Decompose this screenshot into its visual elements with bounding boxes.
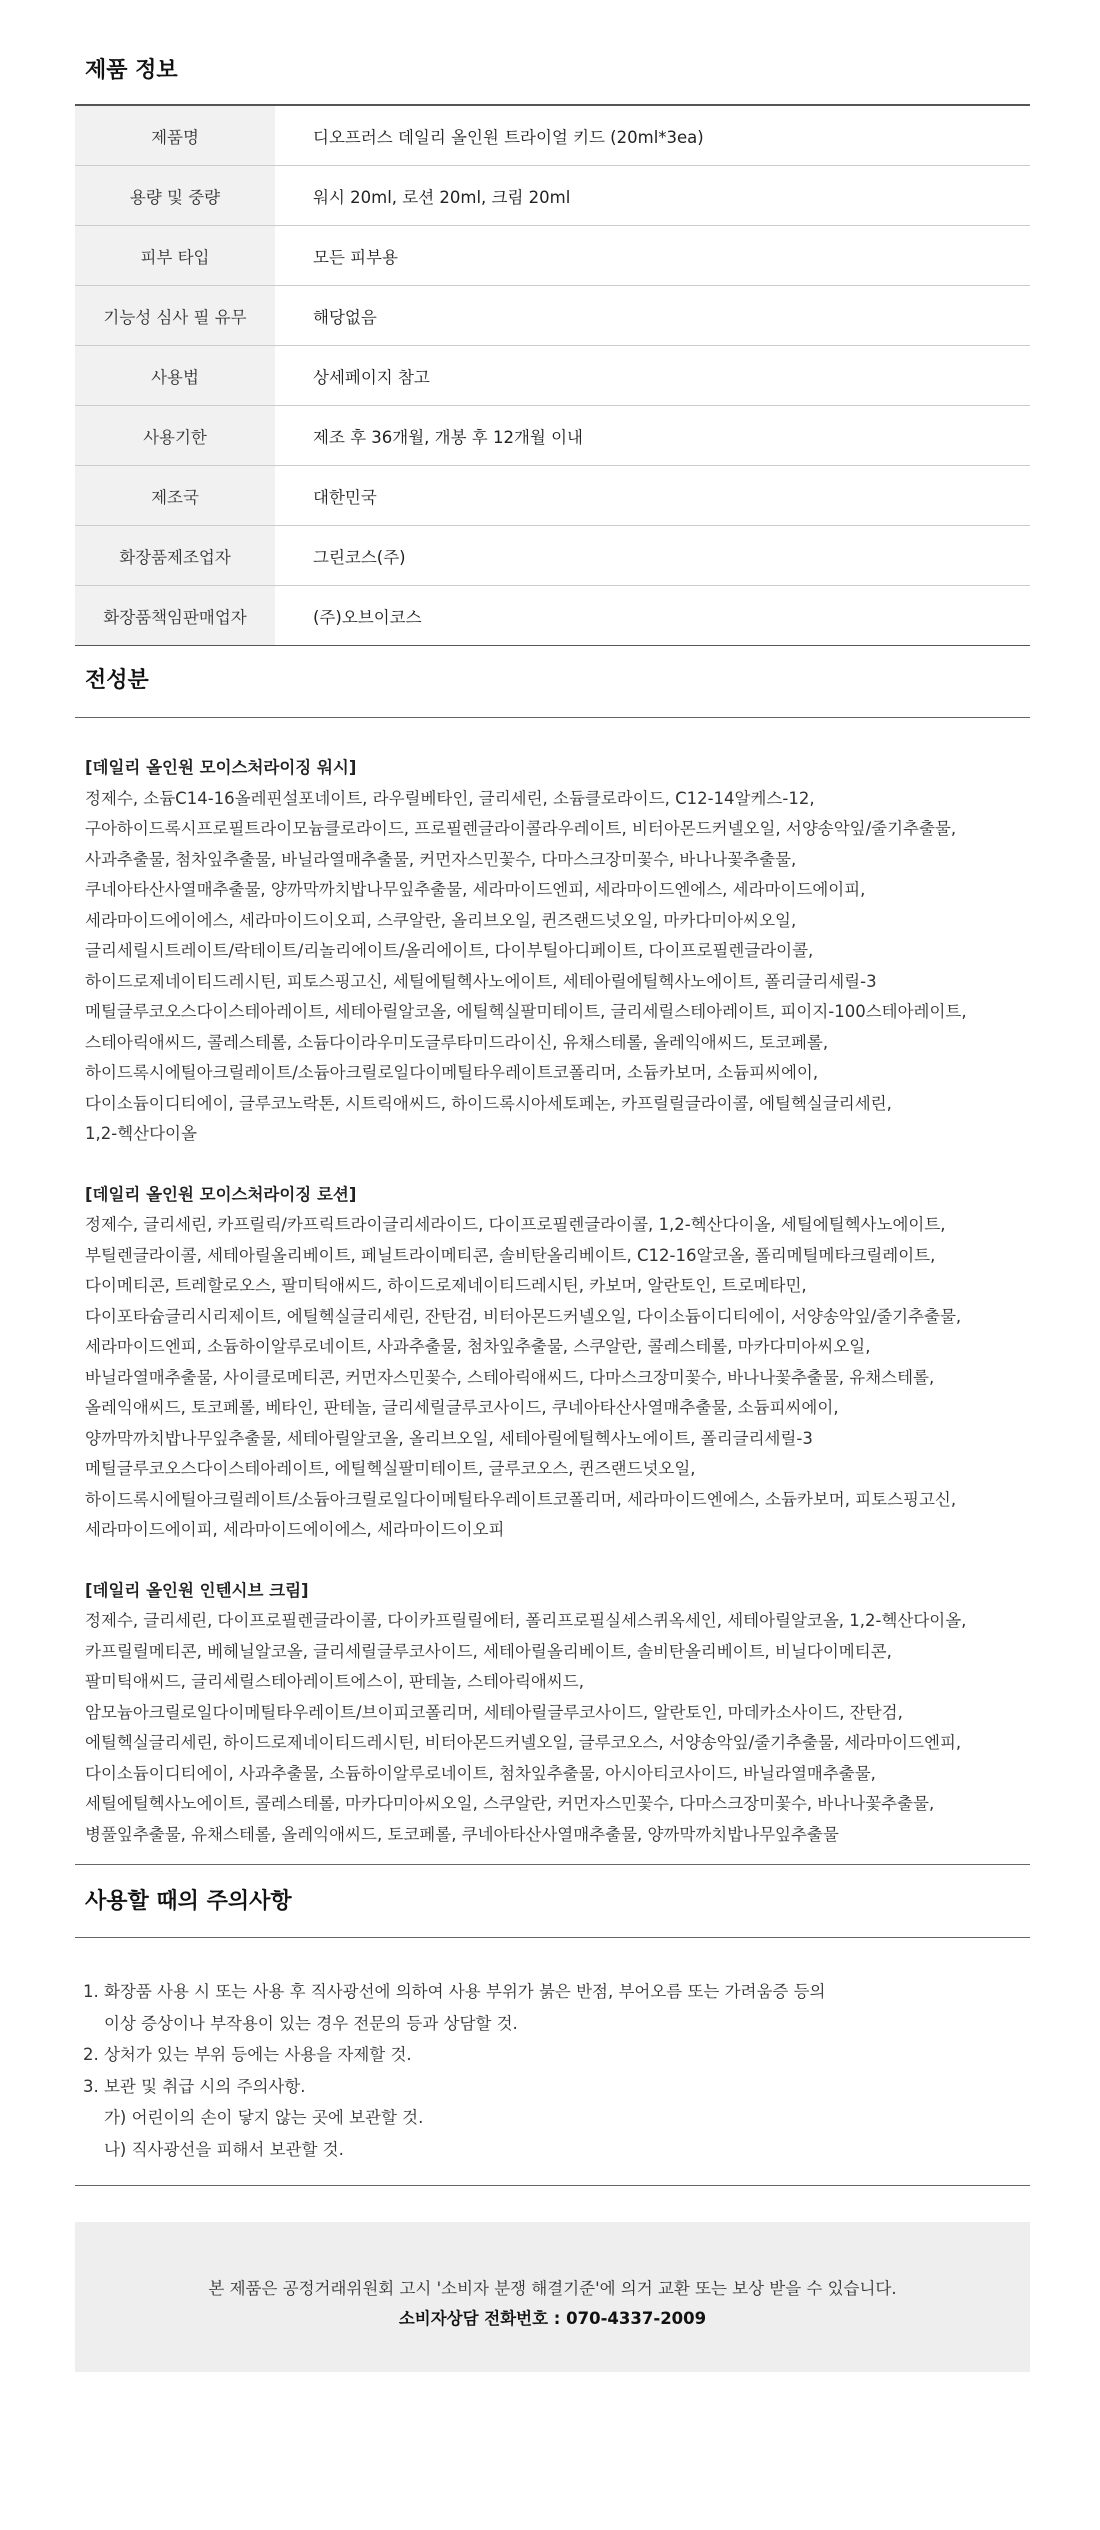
ingredients-list (85, 753, 1030, 1880)
row-label: 피부 타입 (75, 226, 275, 286)
ingredient-text: 정제수, 글리세린, 다이프로필렌글라이콜, 다이카프릴릴에터, 폴리프로필실세스퀴옥세인, 세테아릴알코올, 1,2-헥산다이올, 카프릴릴메티콘, 베헤닐알코올, 글리세릴글루코사이드, 세테아릴올리베이트, 솔비탄올리베이트, 비닐다이메티콘, 팔미틱애씨드, 글리세릴스테아레이트에스이, 판테놀, 스테아릭애씨드, 암모늄아크릴로일다이메틸타우레이트/브이피코폴리머, 세테아릴글루코사이드, 알란토인, 마데카소사이드, 잔탄검, 에틸헥실글리세린, 하이드로제네이티드레시틴, 비터아몬드커넬오일, 글루코오스, 서양송악잎/줄기추출물, 세라마이드엔피, 다이소듐이디티에이, 사과추출물, 소듐하이알루로네이트, 첨차잎추출물, 아시아티코사이드, 바닐라열매추출물, 세틸에틸헥사노에이트, 콜레스테롤, 마카다미아씨오일, 스쿠알란, 커먼자스민꽃수, 다마스크장미꽃수, 바나나꽃추출물, 병풀잎추출물, 유채스테롤, 올레익애씨드, 토코페롤, 쿠네아타산사열매추출물, 양까막까치밥나무잎추출물 (85, 1611, 967, 1844)
row-value: 워시 20ml, 로션 20ml, 크림 20ml (275, 166, 1030, 226)
notice-box (75, 2222, 1030, 2372)
caution-line: 이상 증상이나 부작용이 있는 경우 전문의 등과 상담할 것. (83, 2013, 518, 2033)
caution-line: 3. 보관 및 취급 시의 주의사항. (83, 2076, 306, 2096)
divider (75, 2185, 1030, 2186)
table-row (75, 286, 1030, 346)
cautions-title: 사용할 때의 주의사항 (85, 1889, 292, 1914)
caution-line: 1. 화장품 사용 시 또는 사용 후 직사광선에 의하여 사용 부위가 붉은 반점, 부어오름 또는 가려움증 등의 (83, 1982, 826, 2001)
ingredient-heading: [데일리 올인원 모이스처라이징 로션] (85, 1184, 357, 1204)
row-value: 디오프러스 데일리 올인원 트라이얼 키드 (20ml*3ea) (275, 105, 1030, 166)
divider (75, 1937, 1030, 1938)
row-label: 사용기한 (75, 406, 275, 466)
ingredient-heading: [데일리 올인원 인텐시브 크림] (85, 1580, 309, 1600)
ingredient-heading: [데일리 올인원 모이스처라이징 워시] (85, 758, 357, 777)
row-value: 상세페이지 참고 (275, 346, 1030, 406)
row-value: 그린코스(주) (275, 526, 1030, 586)
divider (75, 1864, 1030, 1865)
row-value: 해당없음 (275, 286, 1030, 346)
row-label: 화장품책임판매업자 (75, 586, 275, 646)
table-row (75, 166, 1030, 226)
table-row (75, 105, 1030, 166)
row-label: 용량 및 중량 (75, 166, 275, 226)
table-row (75, 406, 1030, 466)
ingredient-block-cream (85, 1576, 1030, 1851)
ingredients-title: 전성분 (85, 668, 149, 693)
row-value: 대한민국 (275, 466, 1030, 526)
caution-line: 가) 어린이의 손이 닿지 않는 곳에 보관할 것. (83, 2108, 424, 2127)
table-row (75, 466, 1030, 526)
row-label: 화장품제조업자 (75, 526, 275, 586)
cautions-list (83, 1976, 1028, 2165)
row-value: 제조 후 36개월, 개봉 후 12개월 이내 (275, 406, 1030, 466)
customer-phone: 소비자상담 전화번호 : 070-4337-2009 (398, 2309, 707, 2328)
row-value: (주)오브이코스 (275, 586, 1030, 646)
caution-line: 2. 상처가 있는 부위 등에는 사용을 자제할 것. (83, 2045, 412, 2064)
row-label: 사용법 (75, 346, 275, 406)
ingredient-text: 정제수, 소듐C14-16올레핀설포네이트, 라우릴베타인, 글리세린, 소듐클로라이드, C12-14알케스-12, 구아하이드록시프로필트라이모늄클로라이드, 프로필렌글라이콜라우레이트, 비터아몬드커넬오일, 서양송악잎/줄기추출물, 사과추출물, 첨차잎추출물, 바닐라열매추출물, 커먼자스민꽃수, 다마스크장미꽃수, 바나나꽃추출물, 쿠네아타산사열매추출물, 양까막까치밥나무잎추출물, 세라마이드엔피, 세라마이드엔에스, 세라마이드에이피, 세라마이드에이에스, 세라마이드이오피, 스쿠알란, 올리브오일, 퀸즈랜드넛오일, 마카다미아씨오일, 글리세릴시트레이트/락테이트/리놀리에이트/올리에이트, 다이부틸아디페이트, 다이프로필렌글라이콜, 하이드로제네이티드레시틴, 피토스핑고신, 세틸에틸헥사노에이트, 세테아릴에틸헥사노에이트, 폴리글리세릴-3 메틸글루코오스다이스테아레이트, 세테아릴알코올, 에틸헥실팔미테이트, 글리세릴스테아레이트, 피이지-100스테아레이트, 스테아릭애씨드, 콜레스테롤, 소듐다이라우미도글루타미드라이신, 유채스테롤, 올레익애씨드, 토코페롤, 하이드록시에틸아크릴레이트/소듐아크릴로일다이메틸타우레이트코폴리머, 소듐카보머, 소듐피씨에이, 다이소듐이디티에이, 글루코노락톤, 시트릭애씨드, 하이드록시아세토페논, 카프릴릴글라이콜, 에틸헥실글리세린, 1,2-헥산다이올 (85, 788, 967, 1143)
table-row (75, 346, 1030, 406)
ingredient-block-wash (85, 753, 1030, 1150)
notice-text: 본 제품은 공정거래위원회 고시 '소비자 분쟁 해결기준'에 의거 교환 또는 보상 받을 수 있습니다. (208, 2279, 897, 2298)
ingredient-block-lotion (85, 1180, 1030, 1546)
row-label: 기능성 심사 필 유무 (75, 286, 275, 346)
table-row (75, 226, 1030, 286)
table-row (75, 526, 1030, 586)
table-row (75, 586, 1030, 646)
row-label: 제품명 (75, 105, 275, 166)
row-value: 모든 피부용 (275, 226, 1030, 286)
divider (75, 717, 1030, 718)
ingredient-text: 정제수, 글리세린, 카프릴릭/카프릭트라이글리세라이드, 다이프로필렌글라이콜, 1,2-헥산다이올, 세틸에틸헥사노에이트, 부틸렌글라이콜, 세테아릴올리베이트, 페닐트라이메티콘, 솔비탄올리베이트, C12-16알코올, 폴리메틸메타크릴레이트, 다이메티콘, 트레할로오스, 팔미틱애씨드, 하이드로제네이티드레시틴, 카보머, 알란토인, 트로메타민, 다이포타슘글리시리제이트, 에틸헥실글리세린, 잔탄검, 비터아몬드커넬오일, 다이소듐이디티에이, 서양송악잎/줄기추출물, 세라마이드엔피, 소듐하이알루로네이트, 사과추출물, 첨차잎추출물, 스쿠알란, 콜레스테롤, 마카다미아씨오일, 바닐라열매추출물, 사이클로메티콘, 커먼자스민꽃수, 스테아릭애씨드, 다마스크장미꽃수, 바나나꽃추출물, 유채스테롤, 올레익애씨드, 토코페롤, 베타인, 판테놀, 글리세릴글루코사이드, 쿠네아타산사열매추출물, 소듐피씨에이, 양까막까치밥나무잎추출물, 세테아릴알코올, 올리브오일, 세테아릴에틸헥사노에이트, 폴리글리세릴-3 메틸글루코오스다이스테아레이트, 에틸헥실팔미테이트, 글루코오스, 퀸즈랜드넛오일, 하이드록시에틸아크릴레이트/소듐아크릴로일다이메틸타우레이트코폴리머, 세라마이드엔에스, 소듐카보머, 피토스핑고신, 세라마이드에이피, 세라마이드에이에스, 세라마이드이오피 (85, 1215, 962, 1539)
row-label: 제조국 (75, 466, 275, 526)
product-info-title: 제품 정보 (85, 58, 178, 83)
caution-line: 나) 직사광선을 피해서 보관할 것. (83, 2139, 344, 2159)
product-info-table (75, 104, 1030, 646)
